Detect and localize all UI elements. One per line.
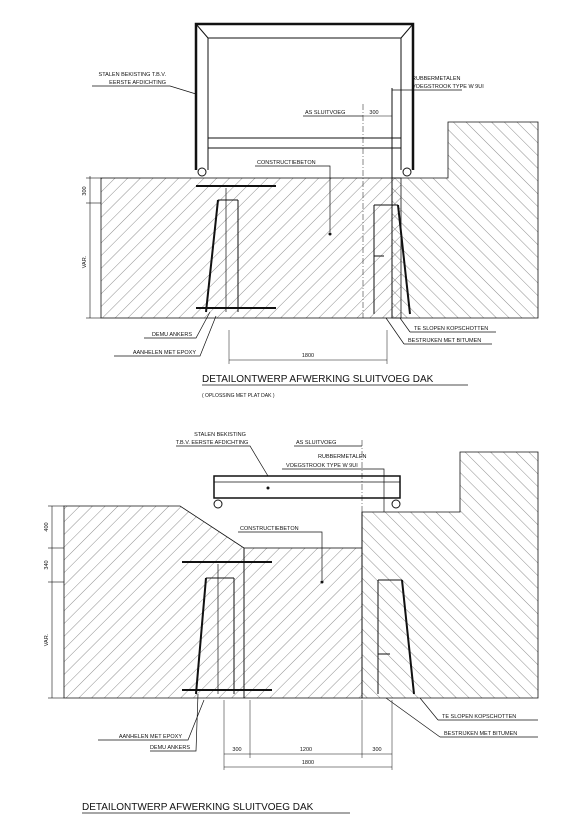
bottom-dim-340: 340 [44,560,50,570]
top-subtitle: ( OPLOSSING MET PLAT DAK ) [202,393,275,399]
top-label-axis: AS SLUITVOEG [305,110,346,116]
bottom-dim-1800: 1800 [301,760,315,766]
top-label-rubber-2: VOEGSTROOK TYPE W 9UI [412,84,484,90]
top-dim-var: VAR. [82,255,88,269]
bottom-label-concrete: CONSTRUCTIEBETON [240,526,299,532]
top-slab-left [101,178,401,318]
top-label-epoxy: AANHELEN MET EPOXY [132,350,196,356]
bottom-label-bitumen: BESTRIJKEN MET BITUMEN [444,731,518,737]
top-dim-300: 300 [369,110,379,116]
bottom-slab-left [64,506,244,698]
bottom-slab-right [362,452,538,698]
bottom-label-formwork-2: T.B.V. EERSTE AFDICHTING [175,440,249,446]
top-dim-left-300: 300 [82,186,88,196]
bottom-dim-var: VAR. [44,633,50,647]
top-steel-formwork [196,24,413,176]
bottom-label-rubber-1: RUBBERMETALEN [318,454,367,460]
bottom-label-formwork-1: STALEN BEKISTING [194,432,246,438]
bottom-concrete-center [244,548,362,698]
top-label-bulkheads: TE SLOPEN KOPSCHOTTEN [414,326,489,332]
bottom-dim-1200: 1200 [299,747,313,753]
top-label-bitumen: BESTRIJKEN MET BITUMEN [408,338,482,344]
top-dim-1800: 1800 [301,353,315,359]
bottom-dim-300b: 300 [372,747,382,753]
top-label-rubber-1: RUBBERMETALEN [412,76,461,82]
bottom-steel-formwork [214,476,400,508]
top-detail [82,24,538,399]
bottom-label-rubber-2: VOEGSTROOK TYPE W 9UI [286,463,358,469]
top-label-anchors: DEMU ANKERS [151,332,192,338]
bottom-label-axis: AS SLUITVOEG [296,440,337,446]
top-label-formwork-2: EERSTE AFDICHTING [109,80,166,86]
bottom-title: DETAILONTWERP AFWERKING SLUITVOEG DAK [82,802,314,813]
bottom-label-bulkheads: TE SLOPEN KOPSCHOTTEN [442,714,517,720]
bottom-dim-400: 400 [44,522,50,532]
bottom-label-epoxy: AANHELEN MET EPOXY [118,734,182,740]
top-label-concrete: CONSTRUCTIEBETON [257,160,316,166]
bottom-dim-300a: 300 [232,747,242,753]
bottom-label-anchors: DEMU ANKERS [149,745,190,751]
bottom-detail [44,432,538,813]
top-label-formwork-1: STALEN BEKISTING T.B.V. [98,72,166,78]
top-title: DETAILONTWERP AFWERKING SLUITVOEG DAK [202,374,434,385]
